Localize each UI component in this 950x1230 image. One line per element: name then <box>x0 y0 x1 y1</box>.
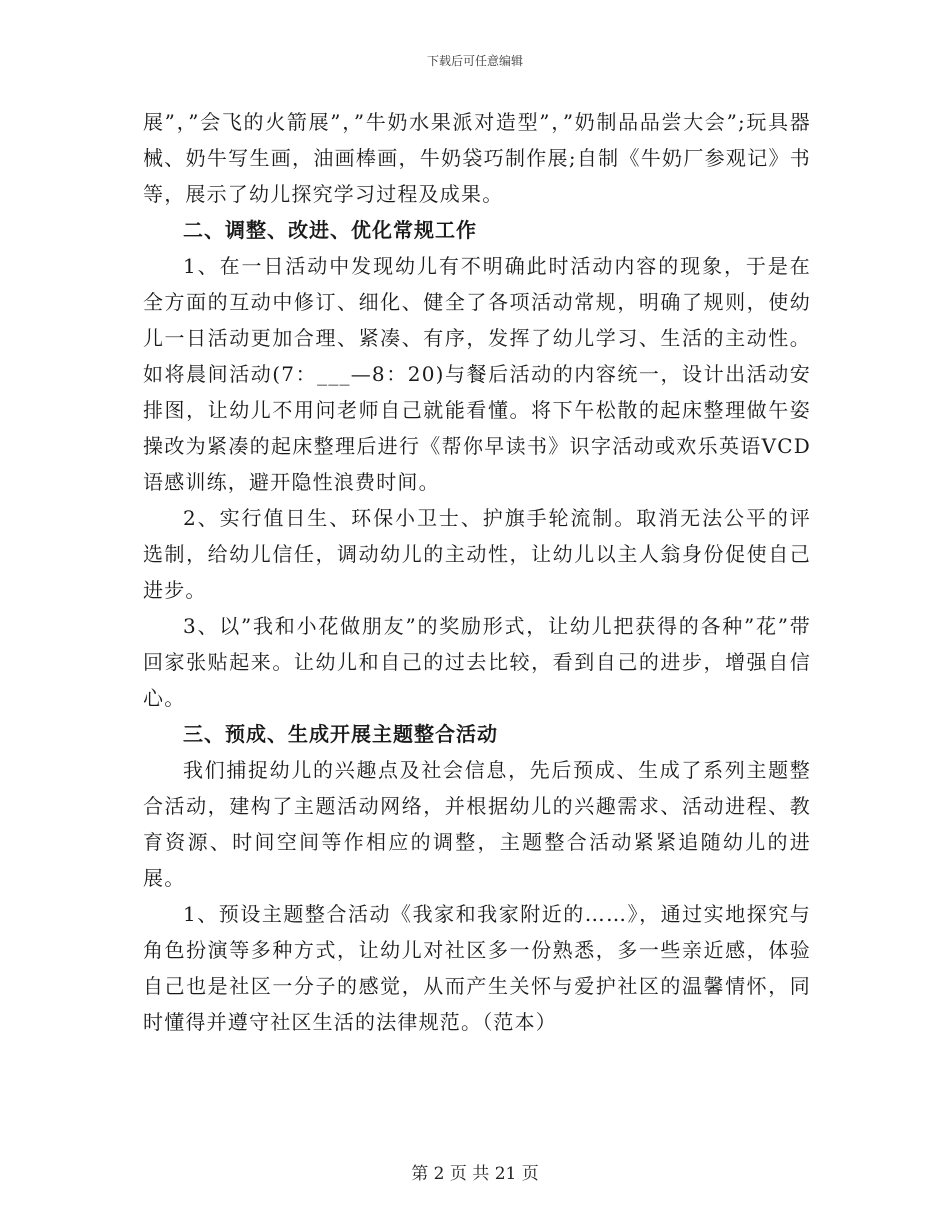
section-heading-2: 二、调整、改进、优化常规工作 <box>183 218 477 242</box>
section-heading-3: 三、预成、生成开展主题整合活动 <box>183 722 498 746</box>
paragraph-routine-1: 1、在一日活动中发现幼儿有不明确此时活动内容的现象，于是在全方面的互动中修订、细化、健全了各项活动常规，明确了规则，使幼儿一日活动更加合理、紧凑、有序，发挥了幼儿学习、生活的主动性。如将晨间活动(7：___—8：20)与餐后活动的内容统一，设计出活动安排图，让幼儿不用问老师自己就能看懂。将下午松散的起床整理做午姿操改为紧凑的起床整理后进行《帮你早读书》识字活动或欢乐英语VCD语感训练，避开隐性浪费时间。 <box>143 254 811 494</box>
page-header: 下载后可任意编辑 <box>426 54 523 68</box>
page-number: 第 2 页 共 21 页 <box>411 1164 539 1184</box>
paragraph-theme-1: 1、预设主题整合活动《我家和我家附近的……》，通过实地探究与角色扮演等多种方式，让幼儿对社区多一份熟悉，多一些亲近感，体验自己也是社区一分子的感觉，从而产生关怀与爱护社区的温馨情怀，同时懂得并遵守社区生活的法律规范。（范本） <box>143 902 811 1034</box>
document-body <box>143 104 811 1040</box>
paragraph-routine-2: 2、实行值日生、环保小卫士、护旗手轮流制。取消无法公平的评选制，给幼儿信任，调动幼儿的主动性，让幼儿以主人翁身份促使自己进步。 <box>143 506 811 602</box>
paragraph-continuation: 展”，”会飞的火箭展”，”牛奶水果派对造型”，”奶制品品尝大会”;玩具器械、奶牛写生画，油画棒画，牛奶袋巧制作展;自制《牛奶厂参观记》书等，展示了幼儿探究学习过程及成果。 <box>143 110 811 206</box>
paragraph-routine-3: 3、以”我和小花做朋友”的奖励形式，让幼儿把获得的各种”花”带回家张贴起来。让幼儿和自己的过去比较，看到自己的进步，增强自信心。 <box>143 614 811 710</box>
paragraph-theme-intro: 我们捕捉幼儿的兴趣点及社会信息，先后预成、生成了系列主题整合活动，建构了主题活动网络，并根据幼儿的兴趣需求、活动进程、教育资源、时间空间等作相应的调整，主题整合活动紧紧追随幼儿的进展。 <box>143 758 811 890</box>
